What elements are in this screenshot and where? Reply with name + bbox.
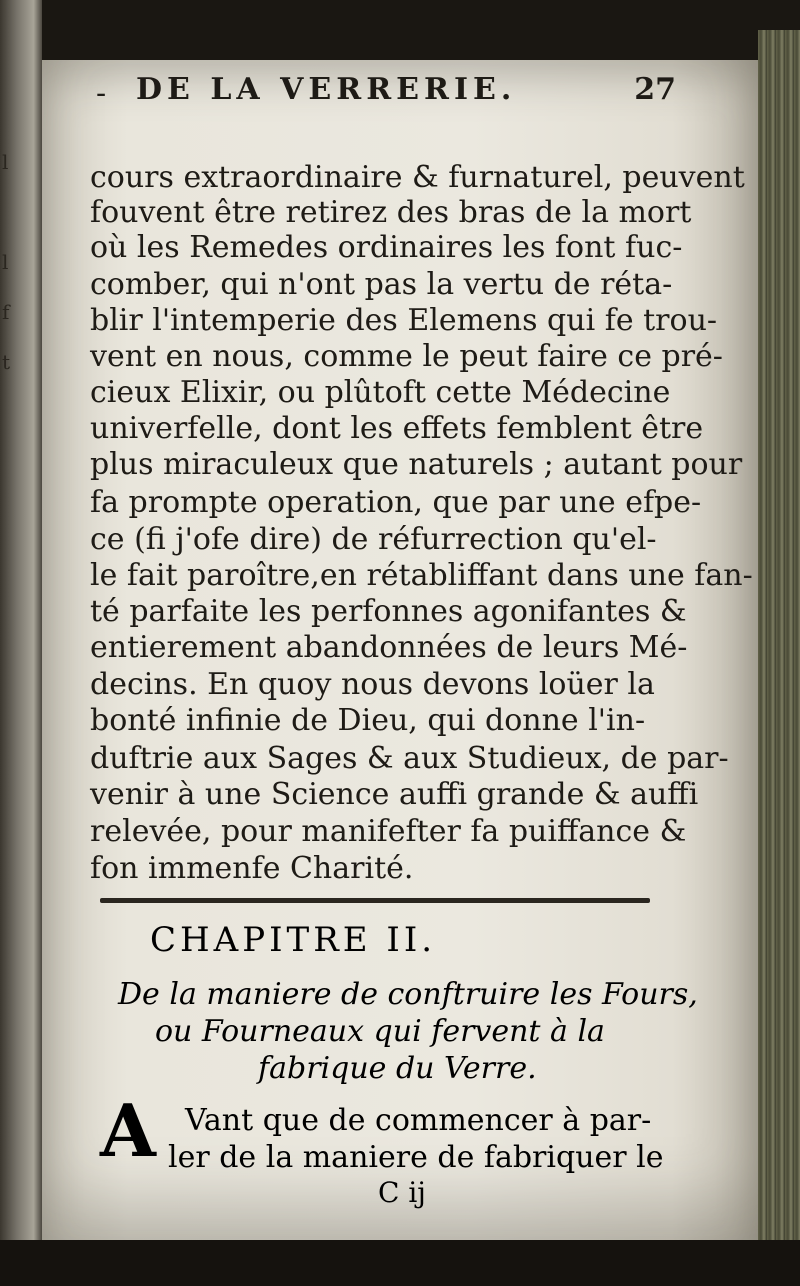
body-line: té parfaite les perfonnes agonifantes & (90, 594, 687, 629)
body-line: Vant que de commencer à par- (185, 1103, 652, 1138)
body-line: cieux Elixir, ou plûtoft cette Médecine (90, 375, 671, 410)
left-page-fragment: l (2, 250, 9, 274)
body-line: cours extraordinaire & furnaturel, peuvent (90, 160, 745, 195)
left-page-edge (0, 0, 42, 1286)
body-line: blir l'intemperie des Elemens qui fe trou- (90, 303, 718, 338)
body-line: fa prompte operation, que par une efpe- (90, 485, 702, 520)
header-dash: - (96, 76, 112, 111)
page-number: 27 (634, 72, 676, 107)
body-line: decins. En quoy nous devons loüer la (90, 667, 655, 702)
body-line: ce (fi j'ofe dire) de réfurrection qu'el- (90, 522, 657, 557)
signature-mark: C ij (378, 1176, 426, 1209)
left-page-fragment: t (2, 350, 11, 374)
drop-cap: A (100, 1088, 156, 1173)
running-title: DE LA VERRERIE. (136, 72, 517, 107)
body-line: fon immenfe Charité. (90, 851, 414, 886)
chapter-subtitle-line: fabrique du Verre. (258, 1051, 537, 1086)
chapter-subtitle-line: ou Fourneaux qui fervent à la (155, 1014, 605, 1049)
body-line: relevée, pour manifefter fa puiffance & (90, 814, 687, 849)
body-line: plus miraculeux que naturels ; autant pour (90, 447, 743, 482)
running-header (96, 72, 676, 116)
chapter-subtitle-line: De la maniere de conftruire les Fours, (118, 977, 698, 1012)
body-line: ler de la maniere de fabriquer le (168, 1140, 664, 1175)
left-page-fragment: l (2, 150, 9, 174)
body-line: duftrie aux Sages & aux Studieux, de par- (90, 741, 729, 776)
body-line: fouvent être retirez des bras de la mort (90, 195, 692, 230)
scan-background (0, 1240, 800, 1286)
body-line: bonté infinie de Dieu, qui donne l'in- (90, 703, 646, 738)
body-line: où les Remedes ordinaires les font fuc- (90, 230, 683, 265)
body-line: univerfelle, dont les effets femblent être (90, 411, 704, 446)
section-rule (100, 898, 650, 903)
body-line: le fait paroître,en rétabliffant dans une fan- (90, 558, 753, 593)
body-line: comber, qui n'ont pas la vertu de réta- (90, 267, 673, 302)
chapter-title: CHAPITRE II. (150, 920, 437, 960)
left-page-fragment: f (2, 300, 10, 324)
body-line: vent en nous, comme le peut faire ce pré- (90, 339, 723, 374)
body-line: entierement abandonnées de leurs Mé- (90, 630, 688, 665)
book-fore-edge (758, 30, 800, 1286)
body-line: venir à une Science auffi grande & auffi (90, 777, 699, 812)
